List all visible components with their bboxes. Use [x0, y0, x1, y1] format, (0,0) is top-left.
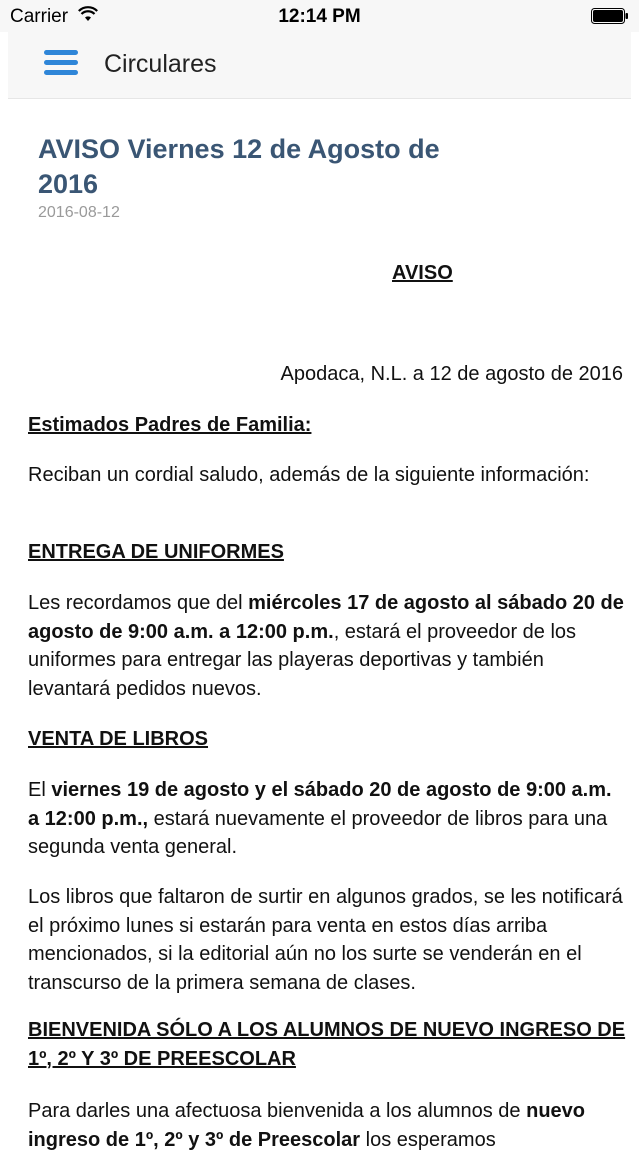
navigation-bar: [8, 32, 631, 99]
books-heading: VENTA DE LIBROS: [28, 728, 209, 750]
status-bar: [0, 0, 639, 32]
place-date: Apodaca, N.L. a 12 de agosto de 2016: [280, 363, 623, 385]
books-paragraph-2: Los libros que faltaron de surtir en algunos grados, se les notificará el próximo lunes si estarán para venta en estos días arriba mencionados, si la editorial aún no los surte se venderán en el transcurso de la primera semana de clases.: [28, 886, 623, 994]
books-paragraph-1: El viernes 19 de agosto y el sábado 20 de agosto de 9:00 a.m. a 12:00 p.m., estará nuevamente el proveedor de libros para una segunda venta general.: [28, 779, 612, 858]
welcome-heading: BIENVENIDA SÓLO A LOS ALUMNOS DE NUEVO INGRESO DE 1º, 2º Y 3º DE PREESCOLAR: [28, 1019, 626, 1070]
nav-title: Circulares: [104, 50, 217, 78]
clock: 12:14 PM: [278, 6, 361, 27]
post-title: AVISO Viernes 12 de Agosto de 2016: [38, 134, 440, 199]
uniforms-heading: ENTREGA DE UNIFORMES: [28, 541, 284, 563]
hamburger-menu-icon[interactable]: [44, 50, 78, 78]
aviso-heading: AVISO: [392, 262, 453, 284]
post-date: 2016-08-12: [38, 204, 120, 221]
battery-icon: [591, 8, 629, 24]
welcome-paragraph: Para darles una afectuosa bienvenida a los alumnos de nuevo ingreso de 1º, 2º y 3º de Preescolar los esperamos: [28, 1100, 586, 1151]
uniforms-paragraph: Les recordamos que del miércoles 17 de agosto al sábado 20 de agosto de 9:00 a.m. a 12:00 p.m., estará el proveedor de los uniformes para entregar las playeras deportivas y también levantará pedidos nuevos.: [28, 592, 624, 700]
greeting-text: Reciban un cordial saludo, además de la siguiente información:: [28, 464, 590, 486]
greeting-heading: Estimados Padres de Familia:: [28, 414, 312, 436]
carrier-label: Carrier: [10, 6, 69, 27]
